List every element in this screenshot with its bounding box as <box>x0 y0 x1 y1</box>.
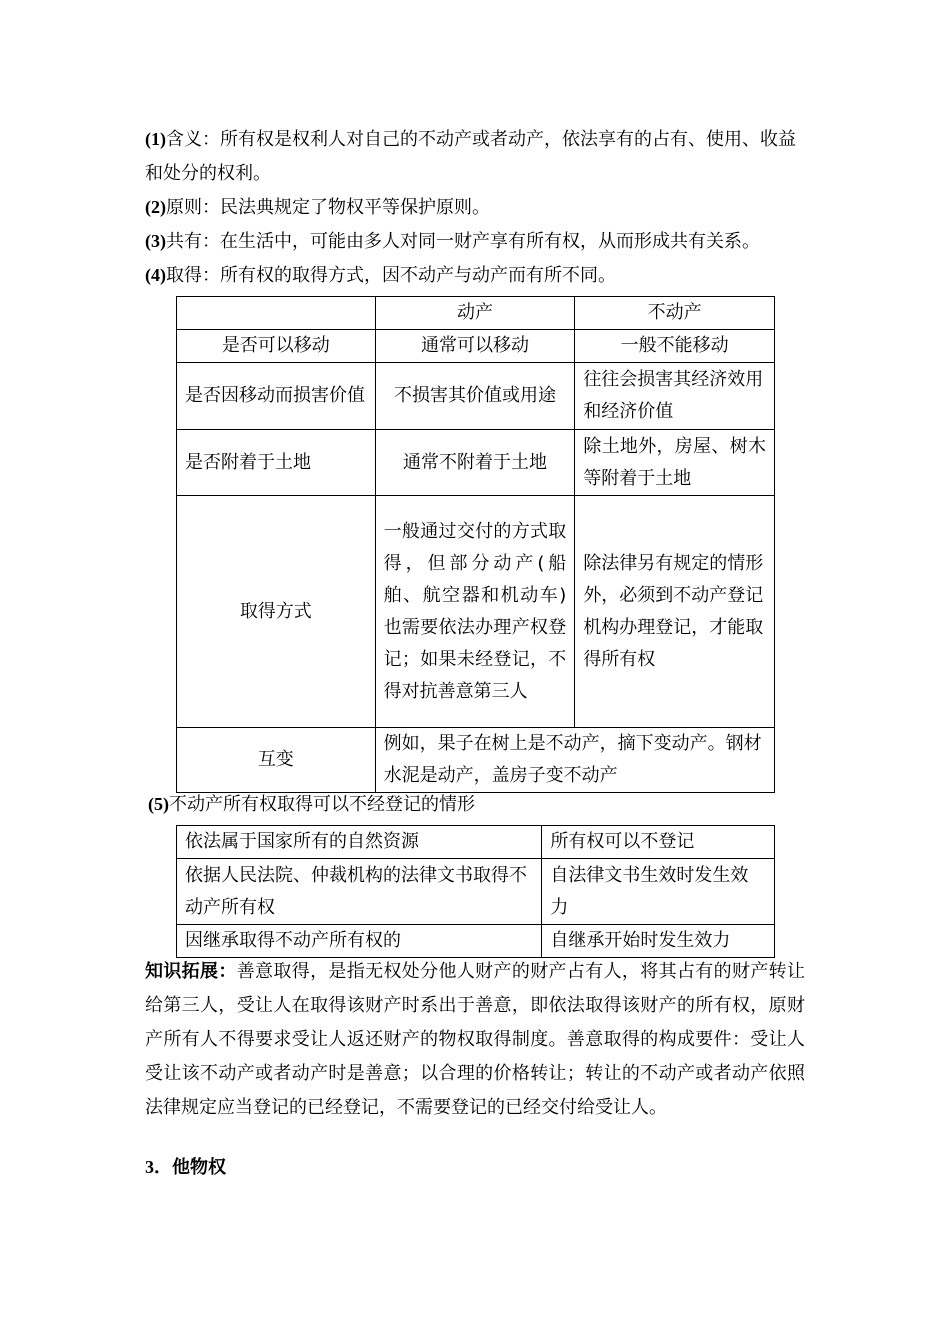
row-label: 互变 <box>177 728 376 793</box>
header-cell-empty <box>177 297 376 330</box>
knowledge-extension <box>145 955 805 1125</box>
row-label: 是否因移动而损害价值 <box>177 363 376 430</box>
row-label: 是否可以移动 <box>177 330 376 363</box>
item-3 <box>145 224 805 259</box>
immovable-cell: 往往会损害其经济效用和经济价值 <box>575 363 775 430</box>
item-3-text: 共有：在生活中，可能由多人对同一财产享有所有权，从而形成共有关系。 <box>166 231 760 252</box>
header-cell-immovable: 不动产 <box>575 297 775 330</box>
table-row <box>177 925 775 958</box>
table-row <box>177 430 775 496</box>
immovable-cell: 一般不能移动 <box>575 330 775 363</box>
situation-cell: 因继承取得不动产所有权的 <box>177 925 542 958</box>
table-row <box>177 826 775 859</box>
item-5-number: (5) <box>148 794 169 814</box>
immovable-cell: 除土地外，房屋、树木等附着于土地 <box>575 430 775 496</box>
effect-cell: 所有权可以不登记 <box>542 826 775 859</box>
immovable-cell: 除法律另有规定的情形外，必须到不动产登记机构办理登记，才能取得所有权 <box>575 496 775 728</box>
item-1 <box>145 122 805 191</box>
situation-cell: 依据人民法院、仲裁机构的法律文书取得不动产所有权 <box>177 859 542 925</box>
table-header-row <box>177 297 775 330</box>
item-3-number: (3) <box>145 231 166 251</box>
movable-cell: 一般通过交付的方式取得，但部分动产(船舶、航空器和机动车)也需要依法办理产权登记；如果未经登记，不得对抗善意第三人 <box>375 496 575 728</box>
item-1-number: (1) <box>145 129 166 149</box>
movable-cell: 通常可以移动 <box>375 330 575 363</box>
item-2-text: 原则：民法典规定了物权平等保护原则。 <box>166 197 490 218</box>
row-label: 是否附着于土地 <box>177 430 376 496</box>
table-row <box>177 728 775 793</box>
table-row <box>177 496 775 728</box>
movable-cell: 不损害其价值或用途 <box>375 363 575 430</box>
table-row <box>177 859 775 925</box>
item-4 <box>145 258 805 293</box>
movable-cell: 通常不附着于土地 <box>375 430 575 496</box>
item-1-text: 含义：所有权是权利人对自己的不动产或者动产，依法享有的占有、使用、收益和处分的权利。 <box>145 129 796 184</box>
effect-cell: 自继承开始时发生效力 <box>542 925 775 958</box>
table-row <box>177 330 775 363</box>
effect-cell: 自法律文书生效时发生效力 <box>542 859 775 925</box>
knowledge-text: 善意取得，是指无权处分他人财产的财产占有人，将其占有的财产转让给第三人，受让人在取得该财产时系出于善意，即依法取得该财产的所有权，原财产所有人不得要求受让人返还财产的物权取得制度。善意取得的构成要件：受让人受让该不动产或者动产时是善意；以合理的价格转让；转让的不动产或者动产依照法律规定应当登记的已经登记，不需要登记的已经交付给受让人。 <box>145 961 806 1118</box>
item-4-text: 取得：所有权的取得方式，因不动产与动产而有所不同。 <box>166 265 616 286</box>
header-cell-movable: 动产 <box>375 297 575 330</box>
item-5 <box>148 787 808 822</box>
registration-exception-table <box>176 825 775 958</box>
situation-cell: 依法属于国家所有的自然资源 <box>177 826 542 859</box>
table-row <box>177 363 775 430</box>
conversion-cell: 例如，果子在树上是不动产，摘下变动产。钢材水泥是动产，盖房子变不动产 <box>375 728 774 793</box>
property-comparison-table <box>176 296 775 793</box>
item-4-number: (4) <box>145 265 166 285</box>
item-2 <box>145 190 805 225</box>
knowledge-label: 知识拓展： <box>145 961 237 982</box>
section-3-number: 3． <box>145 1157 172 1177</box>
item-2-number: (2) <box>145 197 166 217</box>
section-3-heading <box>145 1150 805 1185</box>
row-label: 取得方式 <box>177 496 376 728</box>
section-3-title: 他物权 <box>172 1157 226 1178</box>
item-5-text: 不动产所有权取得可以不经登记的情形 <box>169 794 475 815</box>
